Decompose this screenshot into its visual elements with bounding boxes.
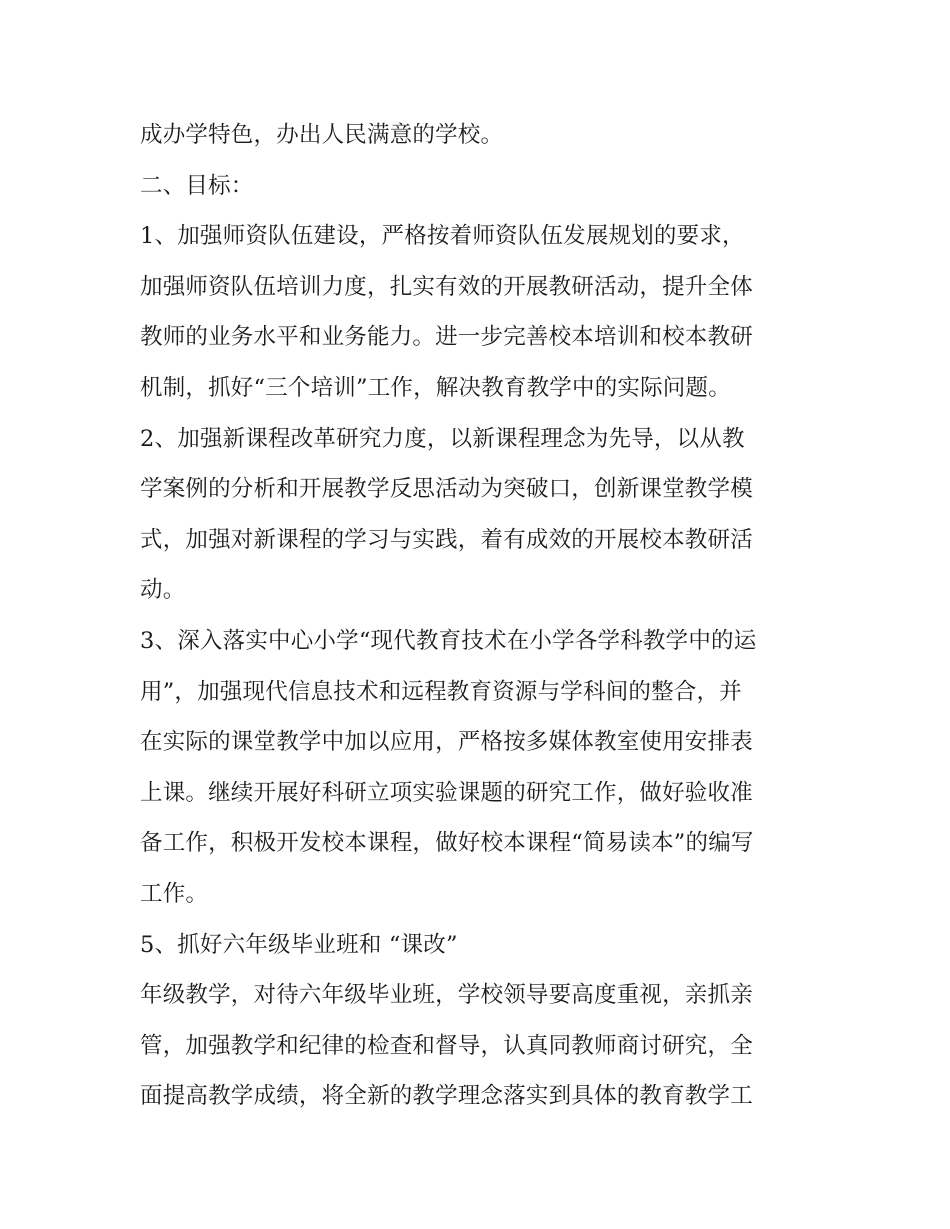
text-line: 加强师资队伍培训力度，扎实有效的开展教研活动，提升全体: [140, 273, 753, 300]
text-line: 动。: [140, 577, 186, 604]
text-line: 教师的业务水平和业务能力。进一步完善校本培训和校本教研: [140, 324, 753, 351]
text-line: 年级教学，对待六年级毕业班，学校领导要高度重视，亲抓亲: [140, 982, 753, 1009]
document-body: [140, 110, 815, 1122]
text-line: 5、抓好六年级毕业班和 “课改”: [140, 931, 458, 958]
text-line: 机制，抓好“三个培训”工作，解决教育教学中的实际问题。: [140, 374, 731, 401]
text-line: 在实际的课堂教学中加以应用，严格按多媒体教室使用安排表: [140, 729, 753, 756]
text-line: 工作。: [140, 880, 209, 907]
text-line: 3、深入落实中心小学“现代教育技术在小学各学科教学中的运: [140, 627, 757, 654]
text-line: 面提高教学成绩，将全新的教学理念落实到具体的教育教学工: [140, 1083, 753, 1110]
section-heading: 二、目标：: [140, 172, 254, 199]
text-line: 用”，加强现代信息技术和远程教育资源与学科间的整合，并: [140, 678, 742, 705]
text-line: 式，加强对新课程的学习与实践，着有成效的开展校本教研活: [140, 526, 753, 553]
text-line: 1、加强师资队伍建设，严格按着师资队伍发展规划的要求，: [140, 223, 745, 250]
text-line: 学案例的分析和开展教学反思活动为突破口，创新课堂教学模: [140, 476, 753, 503]
text-line: 备工作，积极开发校本课程，做好校本课程“简易读本”的编写: [140, 830, 754, 857]
text-line: 上课。继续开展好科研立项实验课题的研究工作，做好验收准: [140, 779, 753, 806]
text-line: 成办学特色，办出人民满意的学校。: [140, 122, 504, 148]
text-line: 2、加强新课程改革研究力度，以新课程理念为先导，以从教: [140, 425, 745, 452]
text-line: 管，加强教学和纪律的检查和督导，认真同教师商讨研究，全: [140, 1032, 753, 1059]
